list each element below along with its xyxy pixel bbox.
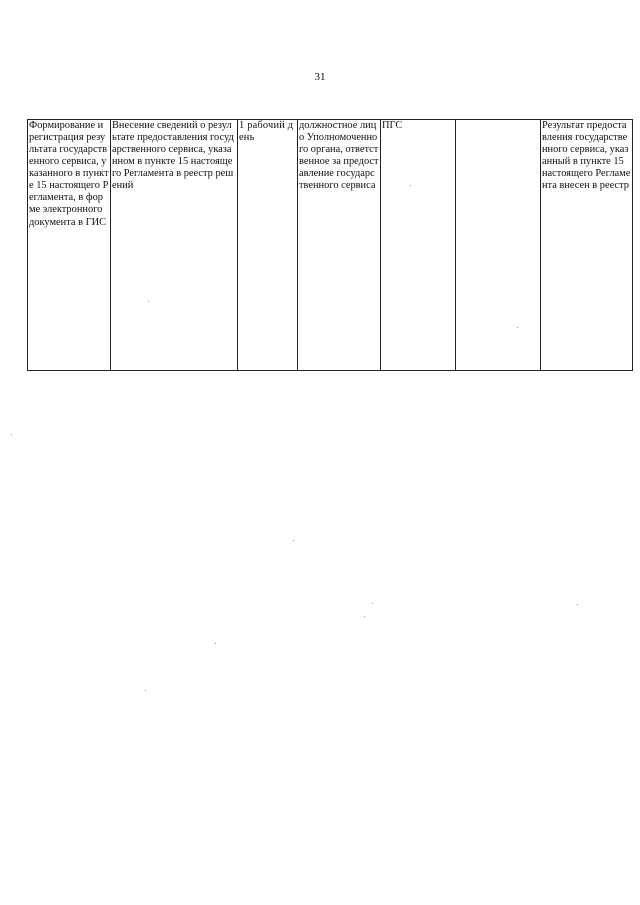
- scan-speck: [293, 540, 294, 541]
- procedure-table: [27, 119, 633, 371]
- scan-speck: [215, 643, 216, 644]
- scan-speck: [577, 604, 578, 605]
- cell-system: ПГС: [381, 120, 456, 371]
- scan-speck: [517, 327, 518, 328]
- page-number: 31: [314, 71, 326, 83]
- table-row: [28, 120, 633, 371]
- scan-speck: [148, 301, 149, 302]
- cell-content: Внесение сведений о результате предоставления государственного сервиса, указанном в пункте 15 настоящего Регламента в реестр решений: [111, 120, 238, 371]
- cell-duration: 1 рабочий день: [238, 120, 298, 371]
- cell-responsible: должностное лицо Уполномоченного органа, ответственное за предоставление государственного сервиса: [298, 120, 381, 371]
- scan-speck: [364, 616, 365, 617]
- scan-speck: [11, 434, 12, 435]
- cell-action: Формирование и регистрация результата государственного сервиса, указанного в пункте 15 настоящего Регламента, в форме электронного документа в ГИС: [28, 120, 111, 371]
- scan-speck: [372, 603, 373, 604]
- scan-speck: [145, 690, 146, 691]
- scan-speck: [410, 185, 411, 186]
- cell-result: Результат предоставления государственного сервиса, указанный в пункте 15 настоящего Регламента внесен в реестр: [541, 120, 633, 371]
- cell-criteria: [456, 120, 541, 371]
